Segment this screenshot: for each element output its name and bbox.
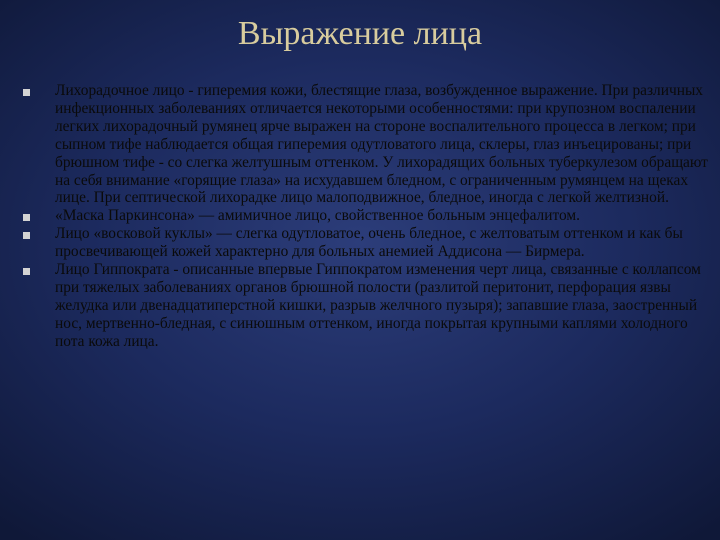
bullet-text: Лицо «восковой куклы» — слегка одутловатое, очень бледное, с желтоватым оттенком и как бы просвечивающей кожей характерно для больных анемией Аддисона — Бирмера. bbox=[55, 225, 683, 261]
bullet-text: «Маска Паркинсона» — амимичное лицо, свойственное больным энцефалитом. bbox=[55, 207, 580, 225]
square-bullet-icon bbox=[23, 89, 30, 96]
square-bullet-icon bbox=[23, 214, 30, 221]
bullet-item-hippocratic-face bbox=[22, 261, 712, 351]
square-bullet-icon bbox=[23, 232, 30, 239]
bullet-item-wax-doll-face bbox=[22, 225, 712, 261]
square-bullet-icon bbox=[23, 268, 30, 275]
bullet-text: Лихорадочное лицо - гиперемия кожи, блестящие глаза, возбужденное выражение. При различных инфекционных заболеваниях отличается некоторыми особенностями: при крупозном воспалении легких лихорадочный румянец ярче выражен на стороне воспалительного процесса в легком; при сыпном тифе наблюдается общая гиперемия одутловатого лица, склеры, глаз инъецированы; при брюшном тифе - со слегка желтушным оттенком. У лихорадящих больных туберкулезом обращают на себя внимание «горящие глаза» на исхудавшем бледном, с ограниченным румянцем на щеках лице. При септической лихорадке лицо малоподвижное, бледное, иногда с легкой желтизной. bbox=[55, 82, 708, 207]
bullet-text: Лицо Гиппократа - описанные впервые Гиппократом изменения черт лица, связанные с коллапсом при тяжелых заболеваниях органов брюшной полости (разлитой перитонит, перфорация язвы желудка или двенадцатиперстной кишки, разрыв желчного пузыря); запавшие глаза, заостренный нос, мертвенно-бледная, с синюшным оттенком, иногда покрытая крупными каплями холодного пота кожа лица. bbox=[55, 261, 701, 350]
slide-title: Выражение лица bbox=[237, 15, 483, 52]
bullet-item-febrile-face bbox=[22, 82, 712, 207]
bullet-item-parkinson-mask bbox=[22, 207, 712, 225]
bullet-list bbox=[22, 82, 712, 351]
